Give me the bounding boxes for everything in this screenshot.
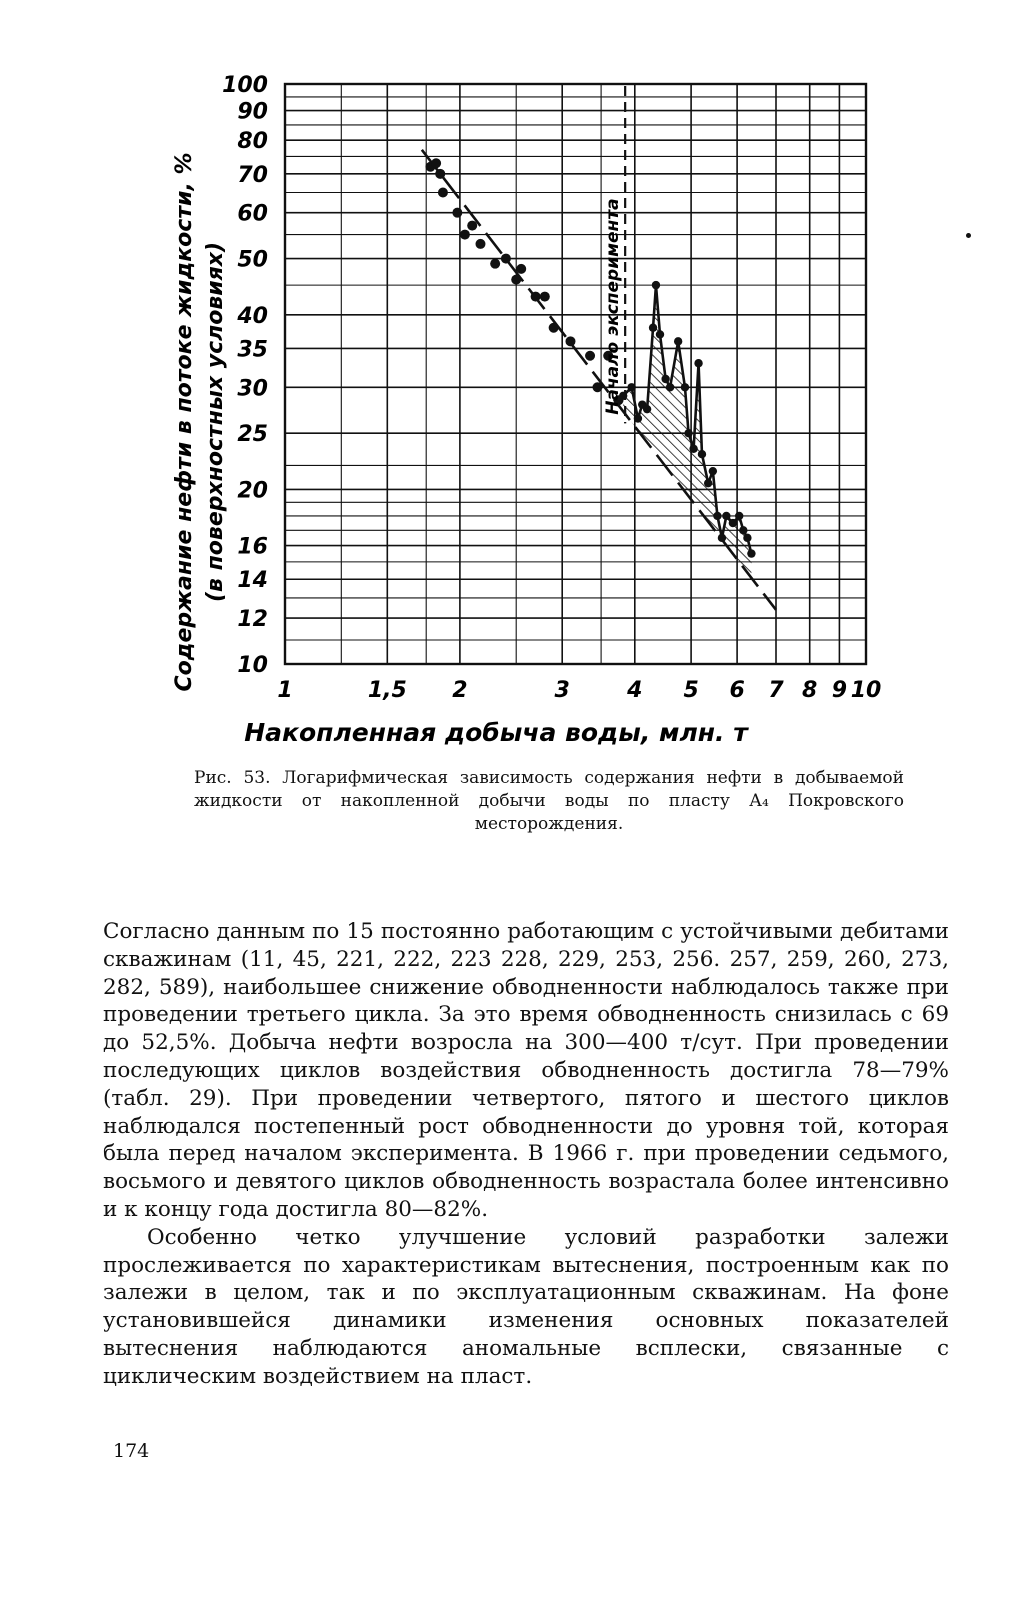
y-axis-subtitle: (в поверхностных условиях) — [203, 241, 228, 603]
x-tick-label: 8 — [802, 678, 818, 703]
experiment-point — [634, 414, 642, 422]
data-point — [467, 221, 477, 231]
data-point — [531, 292, 541, 302]
x-axis-title: Накопленная добыча воды, млн. т — [244, 718, 748, 747]
experiment-point — [681, 383, 689, 391]
x-tick-label: 3 — [554, 678, 570, 703]
experiment-point — [656, 330, 664, 338]
chart-grid — [285, 84, 866, 664]
x-tick-label: 1 — [277, 678, 293, 703]
experiment-start-label: Начало эксперимента — [603, 198, 624, 415]
paragraph-2: Особенно четко улучшение условий разработки залежи прослеживается по характеристикам вытеснения, построенным как по залежи в целом, так и по эксплуатационным скважинам. На фоне установившейся динамики изменения основных показателей вытеснения наблюдаются аномальные всплески, связанные с циклическим воздействием на пласт. — [103, 1224, 949, 1389]
plot-frame — [285, 84, 866, 664]
data-point — [490, 259, 500, 269]
experiment-point — [661, 375, 669, 383]
experiment-point — [709, 467, 717, 475]
data-point — [585, 351, 595, 361]
page-number: 174 — [113, 1440, 150, 1462]
data-point — [549, 323, 559, 333]
y-tick-label: 16 — [237, 534, 268, 560]
stray-dot — [966, 233, 971, 238]
data-point — [511, 275, 521, 285]
experiment-point — [729, 519, 737, 527]
data-point — [452, 208, 462, 218]
x-tick-label: 5 — [683, 678, 699, 703]
experiment-point — [652, 281, 660, 289]
x-tick-labels — [277, 678, 881, 703]
x-tick-label: 9 — [831, 678, 848, 703]
y-tick-label: 25 — [237, 422, 268, 448]
y-tick-label: 70 — [237, 162, 268, 188]
experiment-point — [735, 512, 743, 520]
data-point — [460, 230, 470, 240]
y-tick-label: 40 — [237, 303, 268, 329]
experiment-point — [747, 549, 755, 557]
experiment-point — [649, 324, 657, 332]
experiment-point — [739, 526, 747, 534]
experiment-point — [722, 512, 730, 520]
y-tick-label: 14 — [237, 568, 268, 594]
y-tick-label: 30 — [237, 376, 268, 402]
y-tick-label: 12 — [237, 607, 268, 633]
data-point — [592, 382, 602, 392]
y-tick-labels — [222, 73, 268, 678]
figure-caption: Рис. 53. Логарифмическая зависимость содержания нефти в добываемой жидкости от накопленной добычи воды по пласту А₄ Покровского месторождения. — [194, 768, 904, 834]
data-point — [540, 292, 550, 302]
experiment-point — [689, 445, 697, 453]
y-tick-label: 35 — [237, 337, 268, 363]
body-text — [103, 918, 949, 1391]
experiment-point — [718, 534, 726, 542]
y-tick-label: 10 — [237, 653, 268, 678]
experiment-point — [627, 383, 635, 391]
x-tick-label: 7 — [768, 678, 784, 703]
y-tick-label: 80 — [237, 129, 268, 155]
y-tick-label: 90 — [237, 99, 268, 125]
data-point — [431, 158, 441, 168]
y-axis-title: Содержание нефти в потоке жидкости, % — [172, 152, 197, 692]
data-point — [435, 169, 445, 179]
experiment-point — [698, 450, 706, 458]
x-tick-label: 2 — [452, 678, 468, 703]
experiment-point — [666, 383, 674, 391]
y-tick-label: 20 — [237, 478, 268, 504]
data-point — [438, 188, 448, 198]
data-point — [475, 239, 485, 249]
x-tick-label: 1,5 — [367, 678, 407, 703]
experiment-point — [694, 359, 702, 367]
series-layer — [422, 150, 776, 610]
data-point — [565, 336, 575, 346]
experiment-point — [743, 534, 751, 542]
data-point — [501, 254, 511, 264]
experiment-point — [674, 337, 682, 345]
y-tick-label: 60 — [237, 201, 268, 227]
experiment-point — [713, 512, 721, 520]
experiment-point — [643, 405, 651, 413]
y-tick-label: 100 — [222, 73, 268, 98]
x-tick-label: 6 — [729, 678, 745, 703]
experiment-point — [684, 429, 692, 437]
data-point — [516, 264, 526, 274]
oil-content-chart — [0, 0, 1011, 760]
x-tick-label: 10 — [850, 678, 882, 703]
paragraph-1: Согласно данным по 15 постоянно работающим с устойчивыми дебитами скважинам (11, 45, 221, 222, 223 228, 229, 253, 256. 257, 259, 260, 273, 282, 589), наибольшее снижение обводненности наблюдалось также при проведении третьего цикла. За это время обводненность снизилась с 69 до 52,5%. Добыча нефти возросла на 300—400 т/сут. При проведении последующих циклов воздействия обводненность достигла 78—79% (табл. 29). При проведении четвертого, пятого и шестого циклов наблюдался постепенный рост обводненности до уровня той, которая была перед началом эксперимента. В 1966 г. при проведении седьмого, восьмого и девятого циклов обводненность возрастала более интенсивно и к концу года достигла 80—82%. — [103, 919, 949, 1222]
x-tick-label: 4 — [627, 678, 643, 703]
experiment-point — [704, 479, 712, 487]
y-tick-label: 50 — [237, 247, 268, 273]
